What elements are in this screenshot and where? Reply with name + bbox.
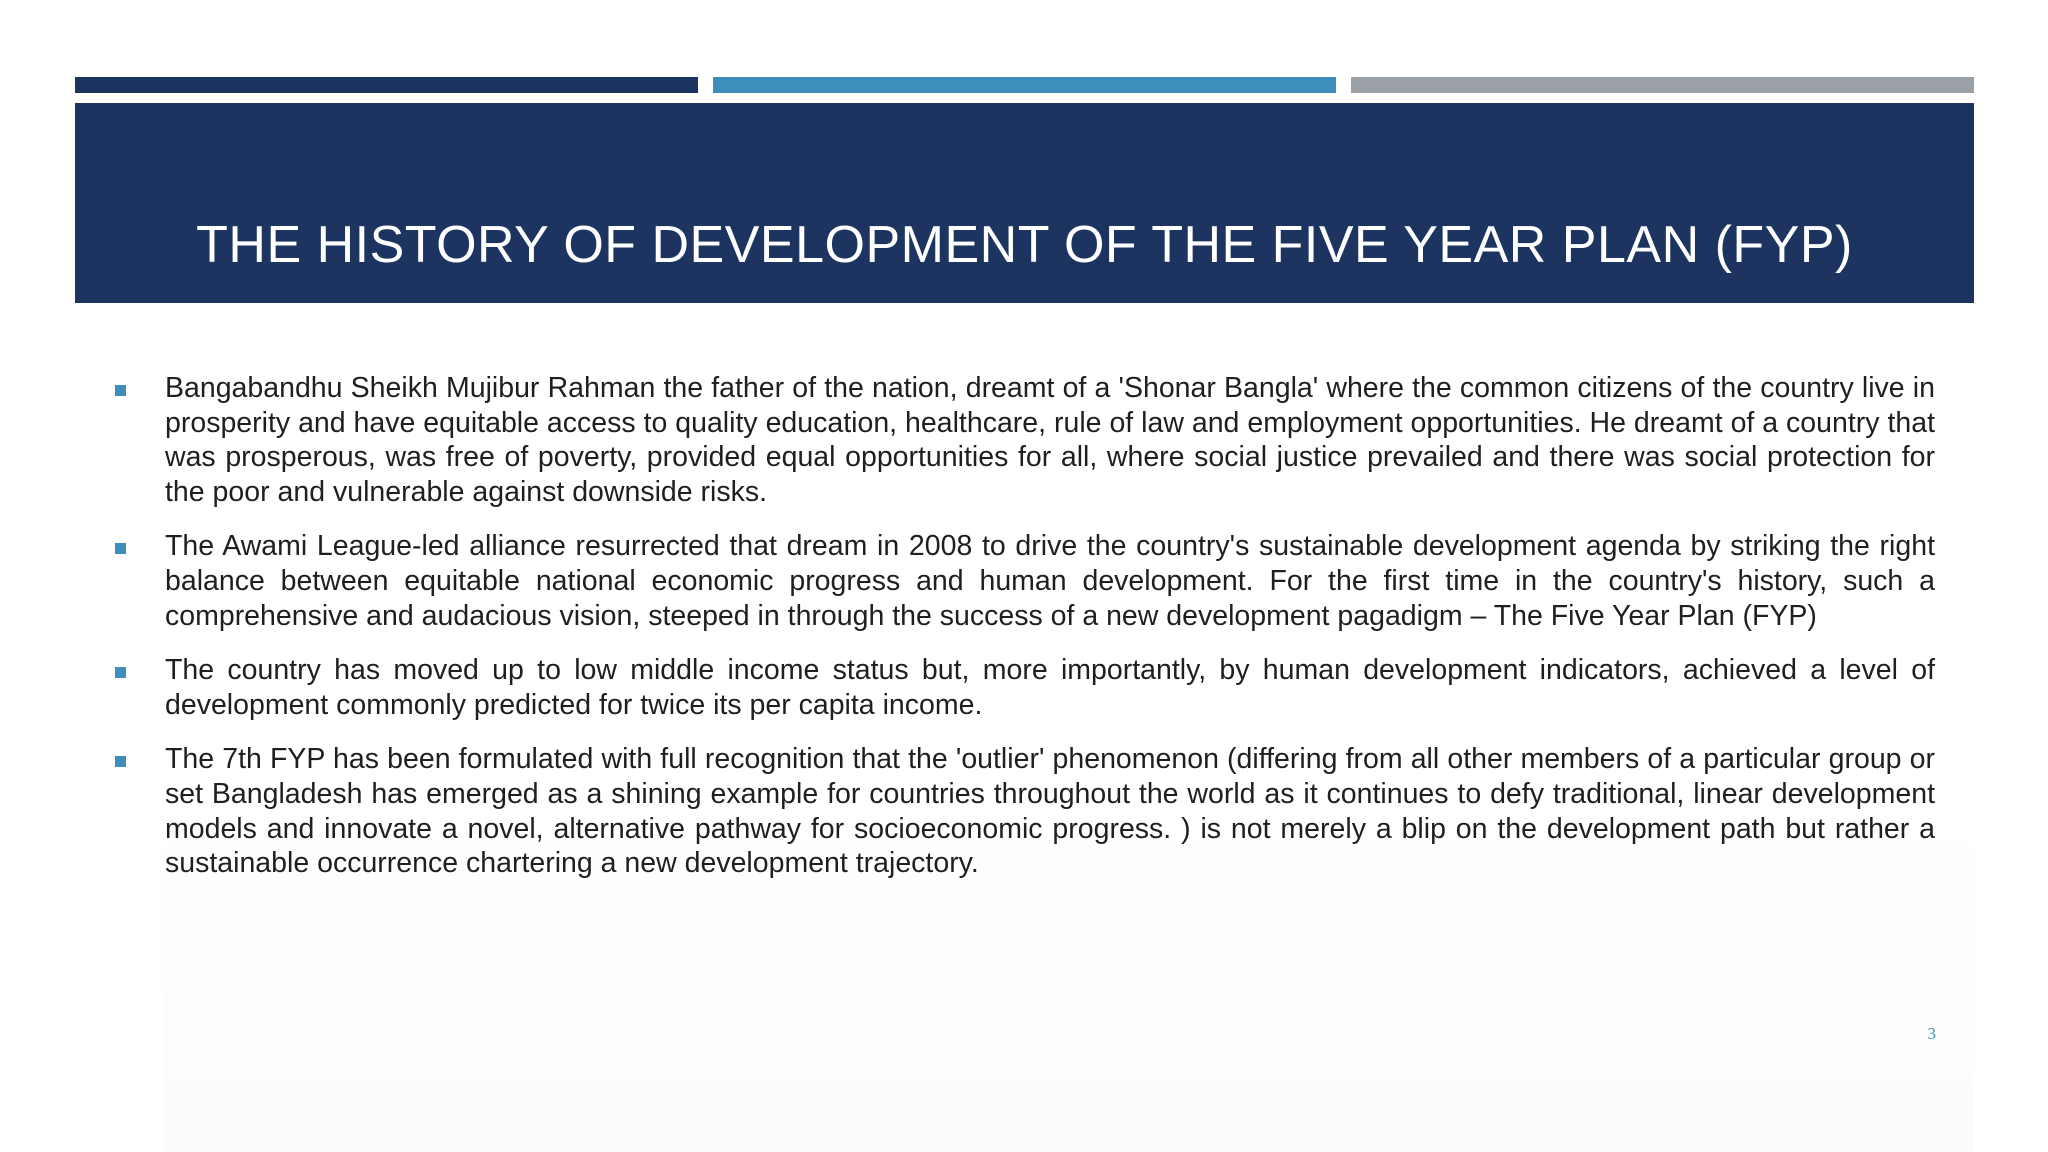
bullet-item	[113, 653, 1935, 722]
bullet-item	[113, 529, 1935, 633]
bullet-text: The country has moved up to low middle income status but, more importantly, by human development indicators, achieved a level of development commonly predicted for twice its per capita income.	[165, 654, 1935, 721]
square-bullet-icon	[115, 385, 126, 396]
accent-bar-teal	[713, 77, 1336, 93]
bullet-text: The 7th FYP has been formulated with full recognition that the 'outlier' phenomenon (differing from all other members of a particular group or set Bangladesh has emerged as a shining example for countries throughout the world as it continues to defy traditional, linear development models and innovate a novel, alternative pathway for socioeconomic progress. ) is not merely a blip on the development path but rather a sustainable occurrence chartering a new development trajectory.	[165, 743, 1935, 880]
square-bullet-icon	[115, 756, 126, 767]
accent-bar-gray	[1351, 77, 1974, 93]
slide-title: THE HISTORY OF DEVELOPMENT OF THE FIVE YEAR PLAN (FYP)	[196, 216, 1853, 274]
bullet-text: Bangabandhu Sheikh Mujibur Rahman the father of the nation, dreamt of a 'Shonar Bangla' where the common citizens of the country live in prosperity and have equitable access to quality education, healthcare, rule of law and employment opportunities. He dreamt of a country that was prosperous, was free of poverty, provided equal opportunities for all, where social justice prevailed and there was social protection for the poor and vulnerable against downside risks.	[165, 372, 1935, 508]
bullet-item	[113, 371, 1935, 509]
accent-bar-navy	[75, 77, 698, 93]
title-band	[75, 103, 1974, 303]
square-bullet-icon	[115, 543, 126, 554]
bullet-list	[113, 371, 1935, 901]
page-number: 3	[1927, 1024, 1936, 1043]
square-bullet-icon	[115, 667, 126, 678]
bullet-item	[113, 742, 1935, 880]
bullet-text: The Awami League-led alliance resurrected that dream in 2008 to drive the country's sustainable development agenda by striking the right balance between equitable national economic progress and human development. For the first time in the country's history, such a comprehensive and audacious vision, steeped in through the success of a new development pagadigm – The Five Year Plan (FYP)	[165, 530, 1935, 632]
